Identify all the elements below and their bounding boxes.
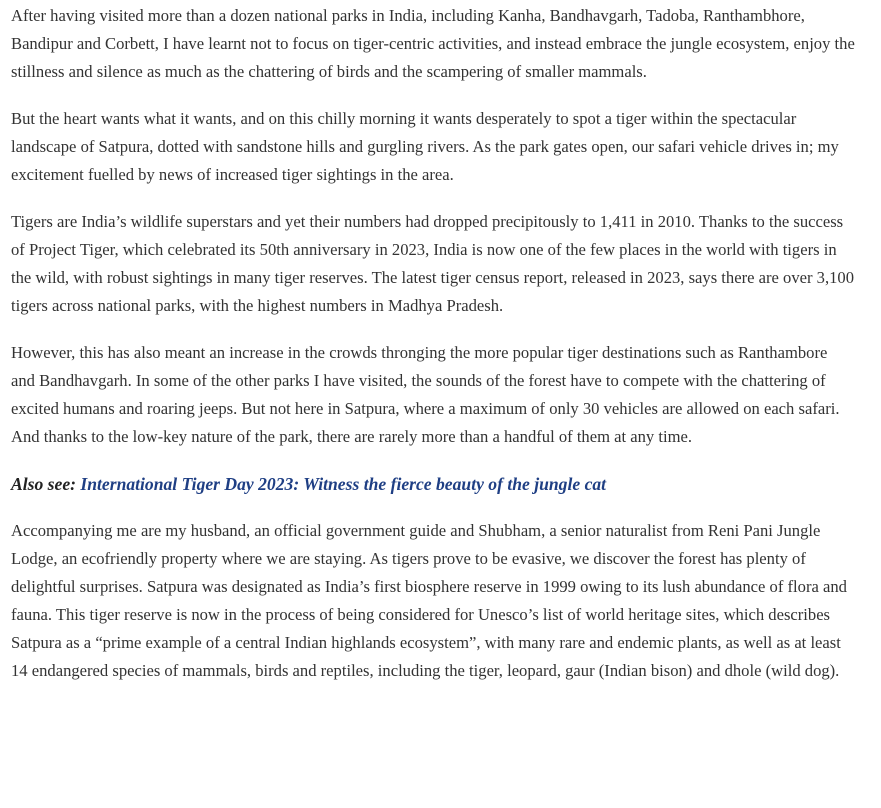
also-see-callout: [11, 470, 855, 498]
article-paragraph: But the heart wants what it wants, and on this chilly morning it wants desperately to spot a tiger within the spectacular landscape of Satpura, dotted with sandstone hills and gurgling rivers. As the park gates open, our safari vehicle drives in; my excitement fuelled by news of increased tiger sightings in the area.: [11, 109, 839, 184]
also-see-label: Also see:: [11, 474, 81, 494]
article-paragraph: After having visited more than a dozen national parks in India, including Kanha, Bandhavgarh, Tadoba, Ranthambhore, Bandipur and Corbett, I have learnt not to focus on tiger-centric activities, and instead embrace the jungle ecosystem, enjoy the stillness and silence as much as the chattering of birds and the scampering of smaller mammals.: [11, 6, 855, 81]
article-paragraph: Accompanying me are my husband, an official government guide and Shubham, a senior naturalist from Reni Pani Jungle Lodge, an ecofriendly property where we are staying. As tigers prove to be evasive, we discover the forest has plenty of delightful surprises. Satpura was designated as India’s first biosphere reserve in 1999 owing to its lush abundance of flora and fauna. This tiger reserve is now in the process of being considered for Unesco’s list of world heritage sites, which describes Satpura as a “prime example of a central Indian highlands ecosystem”, with many rare and endemic plants, as well as at least 14 endangered species of mammals, birds and reptiles, including the tiger, leopard, gaur (Indian bison) and dhole (wild dog).: [11, 521, 847, 680]
article-paragraph: Tigers are India’s wildlife superstars and yet their numbers had dropped precipitously to 1,411 in 2010. Thanks to the success of Project Tiger, which celebrated its 50th anniversary in 2023, India is now one of the few places in the world with tigers in the wild, with robust sightings in many tiger reserves. The latest tiger census report, released in 2023, says there are over 3,100 tigers across national parks, with the highest numbers in Madhya Pradesh.: [11, 212, 854, 315]
also-see-link[interactable]: International Tiger Day 2023: Witness the fierce beauty of the jungle cat: [80, 474, 607, 494]
article-paragraph: However, this has also meant an increase in the crowds thronging the more popular tiger destinations such as Ranthambore and Bandhavgarh. In some of the other parks I have visited, the sounds of the forest have to compete with the chattering of excited humans and roaring jeeps. But not here in Satpura, where a maximum of only 30 vehicles are allowed on each safari. And thanks to the low-key nature of the park, there are rarely more than a handful of them at any time.: [11, 343, 840, 446]
